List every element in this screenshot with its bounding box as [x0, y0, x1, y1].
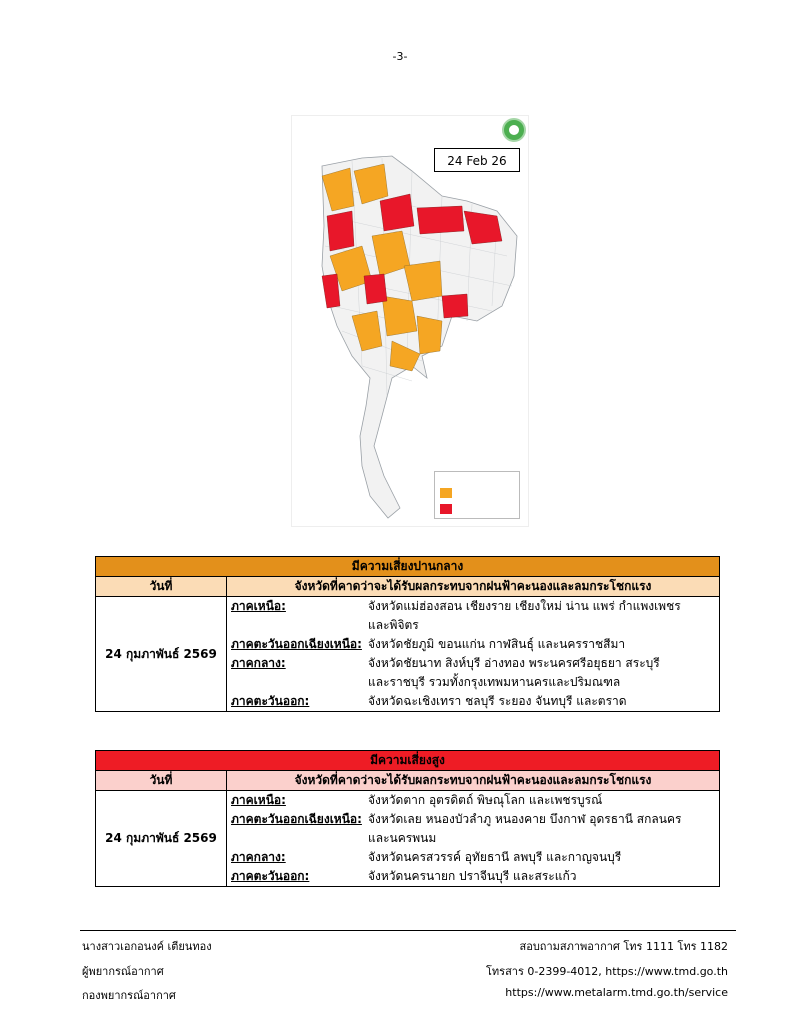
moderate-risk-table: [95, 556, 720, 712]
moderate-area: [382, 296, 417, 336]
column-header-date: วันที่: [96, 771, 227, 791]
service-website: https://www.metalarm.tmd.go.th/service: [505, 986, 728, 999]
page-number: -3-: [392, 50, 408, 63]
region-label: ภาคตะวันออก:: [231, 869, 310, 883]
high-area: [442, 294, 468, 318]
map-caption: [292, 126, 502, 132]
date-cell: 24 กุมภาพันธ์ 2569: [96, 791, 227, 887]
province-list-continued: และพิจิตร: [368, 618, 419, 632]
forecast-division: กองพยากรณ์อากาศ: [82, 989, 176, 1002]
moderate-area: [417, 316, 442, 354]
risk-map-figure: [291, 115, 529, 527]
province-list: จังหวัดชัยนาท สิงห์บุรี อ่างทอง พระนครศรีอยุธยา สระบุรี: [368, 656, 660, 670]
high-area: [364, 274, 387, 304]
province-list-continued: และราชบุรี รวมทั้งกรุงเทพมหานครและปริมณฑล: [368, 675, 621, 689]
map-legend: [434, 471, 520, 519]
region-label: ภาคเหนือ:: [231, 599, 286, 613]
region-label: ภาคกลาง:: [231, 656, 286, 670]
column-header-provinces: จังหวัดที่คาดว่าจะได้รับผลกระทบจากฝนฟ้าคะนองและลมกระโชกแรง: [227, 577, 720, 597]
tmd-logo-icon: [502, 118, 526, 142]
region-label: ภาคตะวันออกเฉียงเหนือ:: [231, 637, 362, 651]
forecaster-name: นางสาวเอกอนงค์ เตียนทอง: [82, 940, 212, 953]
region-label: ภาคเหนือ:: [231, 793, 286, 807]
provinces-cell: [227, 791, 720, 887]
contact-phone: สอบถามสภาพอากาศ โทร 1111 โทร 1182: [519, 940, 728, 953]
province-list: จังหวัดแม่ฮ่องสอน เชียงราย เชียงใหม่ น่าน แพร่ กำแพงเพชร: [368, 599, 681, 613]
column-header-provinces: จังหวัดที่คาดว่าจะได้รับผลกระทบจากฝนฟ้าคะนองและลมกระโชกแรง: [227, 771, 720, 791]
province-list: จังหวัดฉะเชิงเทรา ชลบุรี ระยอง จันทบุรี และตราด: [368, 694, 627, 708]
column-header-date: วันที่: [96, 577, 227, 597]
date-cell: 24 กุมภาพันธ์ 2569: [96, 597, 227, 712]
legend-swatch-moderate: [440, 488, 452, 498]
contact-fax-website: โทรสาร 0-2399-4012, https://www.tmd.go.th: [486, 965, 728, 978]
high-area: [327, 211, 354, 251]
table-banner: มีความเสี่ยงปานกลาง: [96, 557, 720, 577]
province-list: จังหวัดเลย หนองบัวลำภู หนองคาย บึงกาฬ อุดรธานี สกลนคร: [368, 812, 682, 826]
region-label: ภาคตะวันออก:: [231, 694, 310, 708]
high-area: [322, 274, 340, 308]
province-list: จังหวัดตาก อุตรดิตถ์ พิษณุโลก และเพชรบูรณ์: [368, 793, 603, 807]
table-banner: มีความเสี่ยงสูง: [96, 751, 720, 771]
region-label: ภาคกลาง:: [231, 850, 286, 864]
map-date-stamp: 24 Feb 26: [434, 148, 520, 172]
high-area: [417, 206, 464, 234]
region-label: ภาคตะวันออกเฉียงเหนือ:: [231, 812, 362, 826]
province-list: จังหวัดนครนายก ปราจีนบุรี และสระแก้ว: [368, 869, 577, 883]
province-list: จังหวัดชัยภูมิ ขอนแก่น กาฬสินธุ์ และนครราชสีมา: [368, 637, 626, 651]
footer-divider: [80, 930, 736, 931]
province-list-continued: และนครพนม: [368, 831, 437, 845]
province-list: จังหวัดนครสวรรค์ อุทัยธานี ลพบุรี และกาญจนบุรี: [368, 850, 622, 864]
provinces-cell: [227, 597, 720, 712]
high-risk-table: [95, 750, 720, 887]
legend-swatch-high: [440, 504, 452, 514]
forecaster-title: ผู้พยากรณ์อากาศ: [82, 965, 164, 978]
thailand-risk-map: [292, 116, 528, 526]
